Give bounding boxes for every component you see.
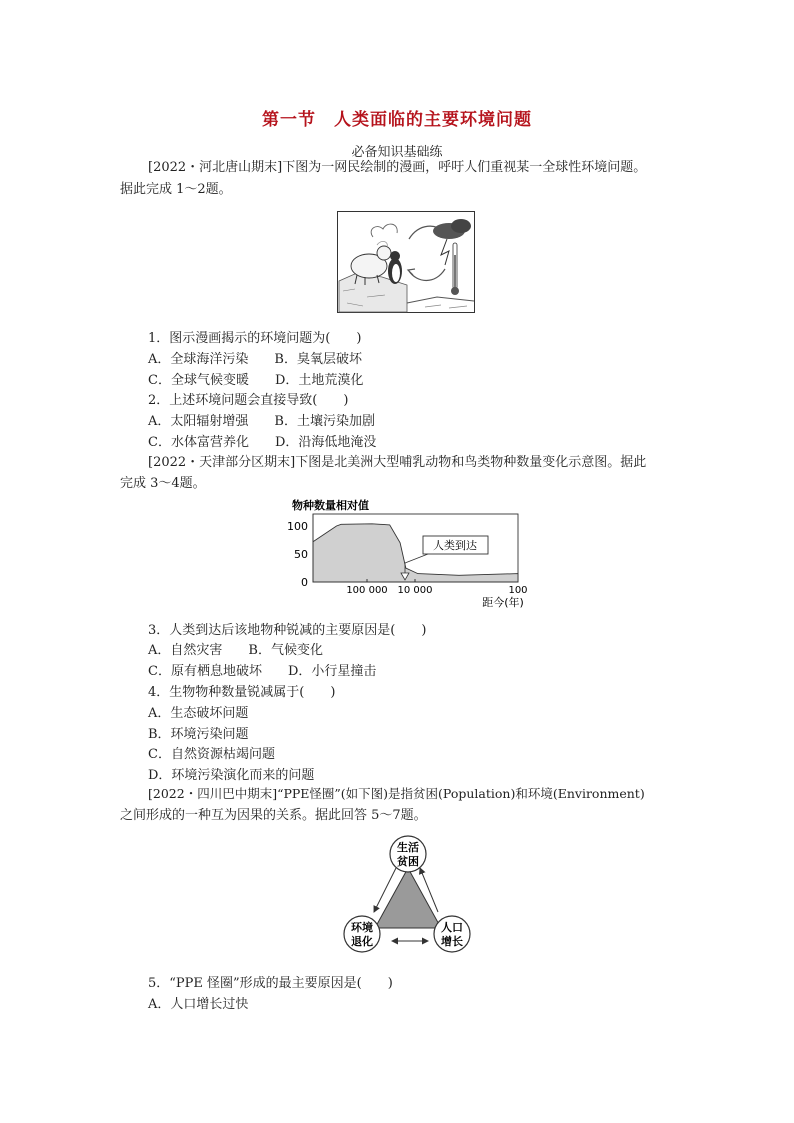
q5-option-a: A．人口增长过快 — [148, 997, 249, 1012]
chart-ylabel: 物种数量相对值 — [292, 499, 369, 512]
growth-label-1: 人口 — [441, 921, 463, 934]
q2-options-ab: A．太阳辐射增强 B．土壤污染加剧 — [148, 414, 375, 429]
degradation-label-2: 退化 — [351, 935, 373, 948]
intro-1-line-2: 据此完成 1～2题。 — [120, 182, 232, 197]
q4-option-d: D．环境污染演化而来的问题 — [148, 768, 315, 783]
q1-stem: 1．图示漫画揭示的环境问题为( ) — [148, 331, 362, 346]
q5-stem: 5．“PPE 怪圈”形成的最主要原因是( ) — [148, 976, 393, 991]
q3-options-cd: C．原有栖息地破坏 D．小行星撞击 — [148, 664, 377, 679]
intro-3-line-1: [2022・四川巴中期末]“PPE怪圈”(如下图)是指贫困(Population)和环境(Environment) — [148, 786, 645, 801]
growth-label-2: 增长 — [441, 935, 463, 948]
q2-options-cd: C．水体富营养化 D．沿海低地淹没 — [148, 435, 377, 450]
q2-stem: 2．上述环境问题会直接导致( ) — [148, 393, 349, 408]
q1-options-ab: A．全球海洋污染 B．臭氧层破坏 — [148, 352, 362, 367]
intro-1-line-1: [2022・河北唐山期末]下图为一网民绘制的漫画，呼吁人们重视某一全球性环境问题。 — [148, 160, 647, 175]
y-tick-50: 50 — [294, 548, 308, 561]
cartoon-illustration — [337, 211, 475, 313]
q4-option-c: C．自然资源枯竭问题 — [148, 747, 275, 762]
arrival-label: 人类到达 — [433, 539, 477, 552]
ppe-triangle — [375, 868, 441, 928]
q3-stem: 3．人类到达后该地物种锐减的主要原因是( ) — [148, 623, 427, 638]
x-tick-100: 100 — [508, 585, 528, 596]
q3-options-ab: A．自然灾害 B．气候变化 — [148, 643, 323, 658]
intro-3-line-2: 之间形成的一种互为因果的关系。据此回答 5～7题。 — [120, 808, 427, 823]
q4-stem: 4．生物物种数量锐减属于( ) — [148, 685, 336, 700]
x-tick-10000: 10 000 — [397, 585, 433, 596]
poverty-label-1: 生活 — [397, 841, 419, 854]
q4-option-a: A．生态破坏问题 — [148, 706, 249, 721]
ppe-cycle-diagram — [340, 834, 484, 958]
penguin-icon — [388, 251, 402, 284]
degradation-label-1: 环境 — [351, 921, 373, 934]
intro-2-line-2: 完成 3～4题。 — [120, 476, 206, 491]
q1-options-cd: C．全球气候变暖 D．土地荒漠化 — [148, 373, 364, 388]
species-chart — [280, 495, 530, 610]
intro-2-line-1: [2022・天津部分区期末]下图是北美洲大型哺乳动物和鸟类物种数量变化示意图。据此 — [148, 455, 647, 470]
y-tick-100: 100 — [287, 520, 308, 533]
page-title: 第一节 人类面临的主要环境问题 — [262, 110, 532, 130]
chart-xlabel: 距今(年) — [482, 596, 524, 609]
x-tick-100000: 100 000 — [346, 585, 388, 596]
poverty-label-2: 贫困 — [397, 855, 419, 868]
y-tick-0: 0 — [301, 576, 308, 589]
q4-option-b: B．环境污染问题 — [148, 727, 249, 742]
section-subtitle: 必备知识基础练 — [351, 145, 443, 160]
